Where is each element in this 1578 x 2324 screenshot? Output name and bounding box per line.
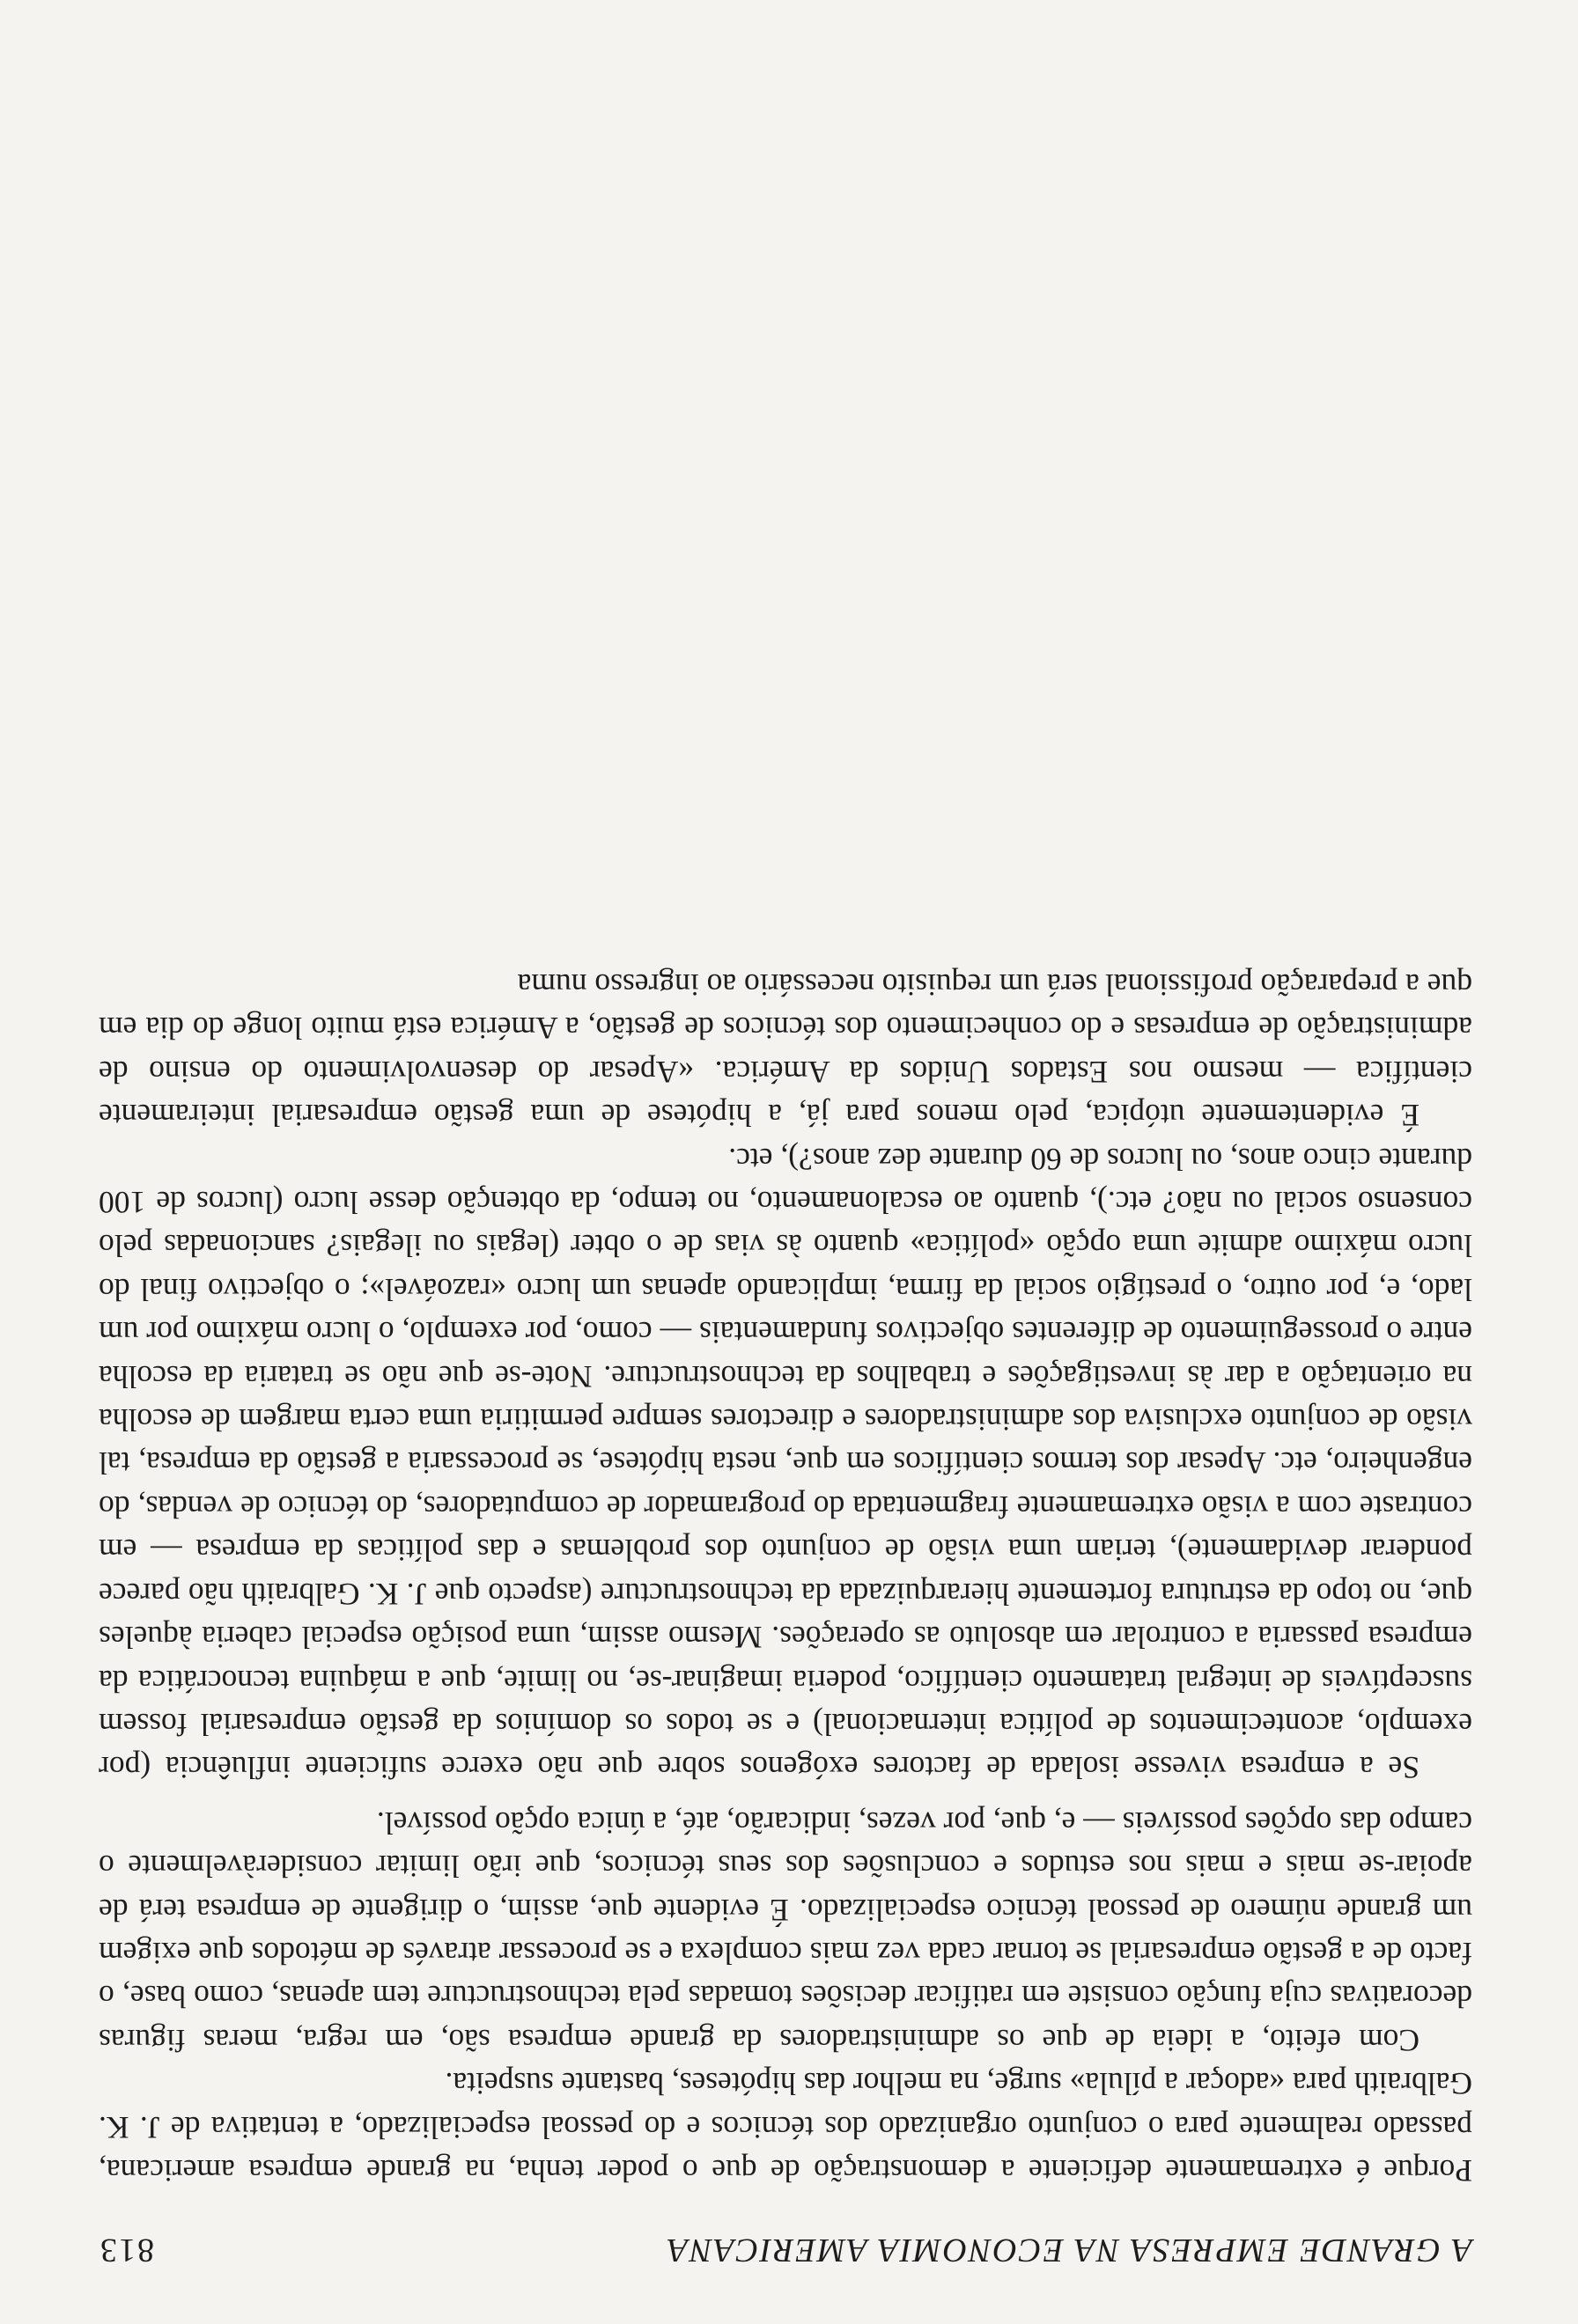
body-text — [99, 963, 1472, 2192]
paragraph: Porque é extremamente deficiente a demonstração de que o poder tenha, na grande empresa americana, passado realmente para o conjunto organizado dos técnicos e do pessoal especializado, a tentativa de J. K. Galbraith para «adoçar a pílula» surge, na melhor das hipóteses, bastante suspeita. — [99, 2066, 1472, 2188]
running-title: A GRANDE EMPRESA NA ECONOMIA AMERICANA — [666, 2232, 1472, 2269]
page-header — [99, 2217, 1472, 2269]
page-number: 813 — [99, 2232, 154, 2269]
paragraph: É evidentemente utópica, pelo menos para já, a hipótese de uma gestão empresarial inteiramente científica — mesmo nos Estados Unidos da América. «Apesar do desenvolvimento do ensino de administração de empresas e do conhecimento dos técnicos de gestão, a América está muito longe do dia em que a preparação profissional será um requisito necessário ao ingresso numa — [99, 967, 1472, 1134]
paragraph: Com efeito, a ideia de que os administradores da grande empresa são, em regra, meras figuras decorativas cuja função consiste em ratificar decisões tomadas pela technostructure tem apenas, como base, o facto de a gestão empresarial se tornar cada vez mais complexa e se processar através de métodos que exigem um grande número de pessoal técnico especializado. É evidente que, assim, o dirigente de empresa terá de apoiar-se mais e mais nos estudos e conclusões dos seus técnicos, que irão limitar consideràvelmente o campo das opções possíveis — e, que, por vezes, indicarão, até, a única opção possível. — [99, 1805, 1472, 2058]
paragraph: Se a empresa vivesse isolada de factores exógenos sobre que não exerce suficiente influência (por exemplo, acontecimentos de política internacional) e se todos os domínios da gestão empresarial fossem susceptíveis de integral tratamento científico, poderia imaginar-se, no limite, que a máquina tecnocrática da empresa passaria a controlar em absoluto as operações. Mesmo assim, uma posição especial caberia àqueles que, no topo da estrutura fortemente hierarquizada da technostructure (aspecto que J. K. Galbraith não parece ponderar devidamente), teriam uma visão de conjunto dos problemas e das políticas da empresa — em contraste com a visão extremamente fragmentada do programador de computadores, do técnico de vendas, do engenheiro, etc. Apesar dos termos científicos em que, nesta hipótese, se processaria a gestão da empresa, tal visão de conjunto exclusiva dos administradores e directores sempre permitiria uma certa margem de escolha na orientação a dar às investigações e trabalhos da technostructure. Note-se que não se trataria da escolha entre o prosseguimento de diferentes objectivos fundamentais — como, por exemplo, o lucro máximo por um lado, e, por outro, o prestígio social da firma, implicando apenas um lucro «razoável»; o objectivo final do lucro máximo admite uma opção «política» quanto às vias de o obter (legais ou ilegais? sancionadas pelo consenso social ou não? etc.), quanto ao escalonamento, no tempo, da obtenção desse lucro (lucros de 100 durante cinco anos, ou lucros de 60 durante dez anos?), etc. — [99, 1141, 1472, 1786]
